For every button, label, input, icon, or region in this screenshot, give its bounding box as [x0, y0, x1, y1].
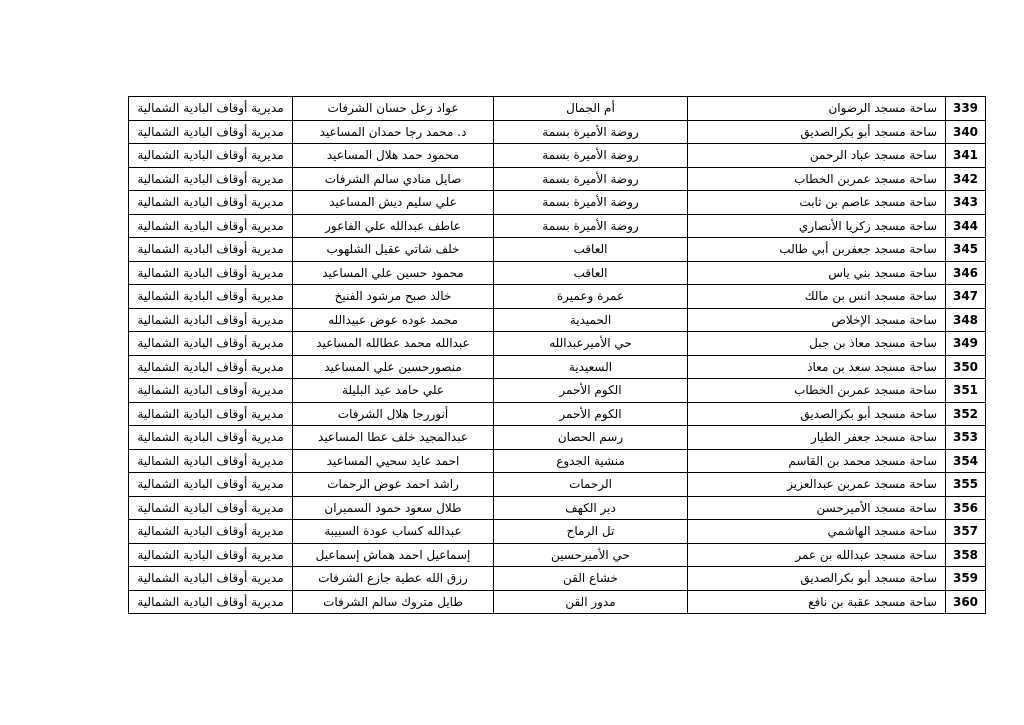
person-name-cell: أنوررجا هلال الشرفات [293, 402, 494, 426]
person-name-cell: منصورحسين علي المساعيد [293, 355, 494, 379]
table-row [129, 520, 986, 544]
area-cell: روضة الأميرة بسمة [494, 214, 688, 238]
row-number-cell: 358 [946, 543, 986, 567]
directorate-cell: مديرية أوقاف البادية الشمالية [129, 449, 293, 473]
mosque-name-cell: ساحة مسجد جعفر الطيار [688, 426, 946, 450]
table-row [129, 426, 986, 450]
row-number-cell: 348 [946, 308, 986, 332]
table-row [129, 97, 986, 121]
mosque-name-cell: ساحة مسجد أبو بكرالصديق [688, 402, 946, 426]
row-number-cell: 343 [946, 191, 986, 215]
mosque-name-cell: ساحة مسجد الهاشمي [688, 520, 946, 544]
mosque-name-cell: ساحة مسجد عقبة بن نافع [688, 590, 946, 614]
directorate-cell: مديرية أوقاف البادية الشمالية [129, 144, 293, 168]
row-number-cell: 355 [946, 473, 986, 497]
mosque-name-cell: ساحة مسجد أبو بكرالصديق [688, 567, 946, 591]
person-name-cell: عبدالله كساب عودة السبيبة [293, 520, 494, 544]
row-number-cell: 353 [946, 426, 986, 450]
person-name-cell: رزق الله عطية جازع الشرفات [293, 567, 494, 591]
area-cell: منشية الجدوع [494, 449, 688, 473]
area-cell: العاقب [494, 238, 688, 262]
row-number-cell: 341 [946, 144, 986, 168]
table-row [129, 238, 986, 262]
mosque-name-cell: ساحة مسجد زكريا الأنصاري [688, 214, 946, 238]
area-cell: حي الأميرعبدالله [494, 332, 688, 356]
directorate-cell: مديرية أوقاف البادية الشمالية [129, 567, 293, 591]
mosque-list-table [128, 96, 986, 614]
directorate-cell: مديرية أوقاف البادية الشمالية [129, 97, 293, 121]
mosque-name-cell: ساحة مسجد عمربن الخطاب [688, 379, 946, 403]
table-row [129, 191, 986, 215]
row-number-cell: 346 [946, 261, 986, 285]
person-name-cell: خلف شاتي عقيل الشلهوب [293, 238, 494, 262]
row-number-cell: 342 [946, 167, 986, 191]
mosque-name-cell: ساحة مسجد الرضوان [688, 97, 946, 121]
table-row [129, 496, 986, 520]
person-name-cell: إسماعيل احمد هماش إسماعيل [293, 543, 494, 567]
row-number-cell: 339 [946, 97, 986, 121]
person-name-cell: عبدالمجيد خلف عطا المساعيد [293, 426, 494, 450]
directorate-cell: مديرية أوقاف البادية الشمالية [129, 355, 293, 379]
mosque-name-cell: ساحة مسجد جعفربن أبي طالب [688, 238, 946, 262]
table-row [129, 567, 986, 591]
area-cell: تل الرماح [494, 520, 688, 544]
directorate-cell: مديرية أوقاف البادية الشمالية [129, 191, 293, 215]
table-row [129, 402, 986, 426]
area-cell: دير الكهف [494, 496, 688, 520]
table-row [129, 449, 986, 473]
person-name-cell: د. محمد رجا حمدان المساعيد [293, 120, 494, 144]
table-row [129, 473, 986, 497]
person-name-cell: خالد صبح مرشود الفنيخ [293, 285, 494, 309]
area-cell: العاقب [494, 261, 688, 285]
mosque-name-cell: ساحة مسجد سعد بن معاذ [688, 355, 946, 379]
table-row [129, 590, 986, 614]
table-row [129, 261, 986, 285]
person-name-cell: علي حامد عيد البليلة [293, 379, 494, 403]
directorate-cell: مديرية أوقاف البادية الشمالية [129, 543, 293, 567]
row-number-cell: 351 [946, 379, 986, 403]
person-name-cell: طايل متروك سالم الشرفات [293, 590, 494, 614]
table-body [129, 97, 986, 614]
directorate-cell: مديرية أوقاف البادية الشمالية [129, 590, 293, 614]
person-name-cell: علي سليم ديش المساعيد [293, 191, 494, 215]
row-number-cell: 345 [946, 238, 986, 262]
mosque-name-cell: ساحة مسجد أبو بكرالصديق [688, 120, 946, 144]
area-cell: مدور القن [494, 590, 688, 614]
row-number-cell: 340 [946, 120, 986, 144]
mosque-name-cell: ساحة مسجد عاصم بن ثابت [688, 191, 946, 215]
table-row [129, 543, 986, 567]
person-name-cell: عواد زعل حسان الشرفات [293, 97, 494, 121]
table-row [129, 355, 986, 379]
area-cell: رسم الحصان [494, 426, 688, 450]
table-row [129, 308, 986, 332]
mosque-name-cell: ساحة مسجد عباد الرحمن [688, 144, 946, 168]
person-name-cell: احمد عايد سحيي المساعيد [293, 449, 494, 473]
row-number-cell: 347 [946, 285, 986, 309]
area-cell: عمرة وعميرة [494, 285, 688, 309]
person-name-cell: محمود حسين علي المساعيد [293, 261, 494, 285]
directorate-cell: مديرية أوقاف البادية الشمالية [129, 285, 293, 309]
area-cell: الكوم الأحمر [494, 402, 688, 426]
person-name-cell: طلال سعود حمود السميران [293, 496, 494, 520]
mosque-name-cell: ساحة مسجد معاذ بن جبل [688, 332, 946, 356]
directorate-cell: مديرية أوقاف البادية الشمالية [129, 402, 293, 426]
person-name-cell: عبدالله محمد عطالله المساعيد [293, 332, 494, 356]
mosque-name-cell: ساحة مسجد عبدالله بن عمر [688, 543, 946, 567]
row-number-cell: 349 [946, 332, 986, 356]
area-cell: الحميدية [494, 308, 688, 332]
row-number-cell: 352 [946, 402, 986, 426]
directorate-cell: مديرية أوقاف البادية الشمالية [129, 426, 293, 450]
directorate-cell: مديرية أوقاف البادية الشمالية [129, 167, 293, 191]
directorate-cell: مديرية أوقاف البادية الشمالية [129, 238, 293, 262]
directorate-cell: مديرية أوقاف البادية الشمالية [129, 496, 293, 520]
row-number-cell: 354 [946, 449, 986, 473]
directorate-cell: مديرية أوقاف البادية الشمالية [129, 308, 293, 332]
directorate-cell: مديرية أوقاف البادية الشمالية [129, 120, 293, 144]
mosque-name-cell: ساحة مسجد عمربن الخطاب [688, 167, 946, 191]
row-number-cell: 357 [946, 520, 986, 544]
table-row [129, 120, 986, 144]
mosque-name-cell: ساحة مسجد محمد بن القاسم [688, 449, 946, 473]
table-row [129, 167, 986, 191]
mosque-name-cell: ساحة مسجد الأميرحسن [688, 496, 946, 520]
area-cell: أم الجمال [494, 97, 688, 121]
person-name-cell: راشد احمد عوض الرحمات [293, 473, 494, 497]
area-cell: روضة الأميرة بسمة [494, 120, 688, 144]
mosque-name-cell: ساحة مسجد انس بن مالك [688, 285, 946, 309]
mosque-name-cell: ساحة مسجد بني ياس [688, 261, 946, 285]
table-row [129, 285, 986, 309]
person-name-cell: عاطف عبدالله علي الفاعور [293, 214, 494, 238]
row-number-cell: 360 [946, 590, 986, 614]
area-cell: خشاع القن [494, 567, 688, 591]
directorate-cell: مديرية أوقاف البادية الشمالية [129, 520, 293, 544]
table-row [129, 379, 986, 403]
mosque-name-cell: ساحة مسجد الإخلاص [688, 308, 946, 332]
directorate-cell: مديرية أوقاف البادية الشمالية [129, 332, 293, 356]
area-cell: السعيدية [494, 355, 688, 379]
area-cell: الكوم الأحمر [494, 379, 688, 403]
row-number-cell: 356 [946, 496, 986, 520]
directorate-cell: مديرية أوقاف البادية الشمالية [129, 473, 293, 497]
row-number-cell: 359 [946, 567, 986, 591]
area-cell: الرحمات [494, 473, 688, 497]
mosque-name-cell: ساحة مسجد عمربن عبدالعزيز [688, 473, 946, 497]
area-cell: روضة الأميرة بسمة [494, 167, 688, 191]
area-cell: روضة الأميرة بسمة [494, 144, 688, 168]
person-name-cell: محمود حمد هلال المساعيد [293, 144, 494, 168]
person-name-cell: محمد عوده عوض عبيدالله [293, 308, 494, 332]
table-row [129, 214, 986, 238]
row-number-cell: 350 [946, 355, 986, 379]
row-number-cell: 344 [946, 214, 986, 238]
directorate-cell: مديرية أوقاف البادية الشمالية [129, 261, 293, 285]
directorate-cell: مديرية أوقاف البادية الشمالية [129, 379, 293, 403]
table-row [129, 144, 986, 168]
table-row [129, 332, 986, 356]
person-name-cell: صايل منادي سالم الشرفات [293, 167, 494, 191]
area-cell: حي الأميرحسين [494, 543, 688, 567]
area-cell: روضة الأميرة بسمة [494, 191, 688, 215]
directorate-cell: مديرية أوقاف البادية الشمالية [129, 214, 293, 238]
